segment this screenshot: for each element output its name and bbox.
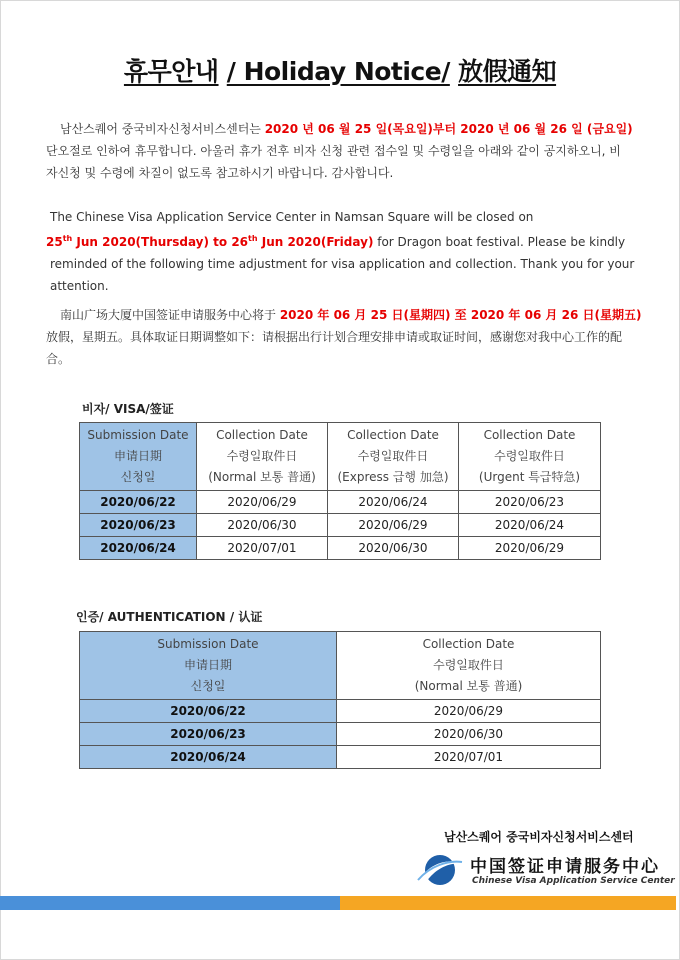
footer-bar-orange <box>340 896 676 910</box>
title-korean: 휴무안내 <box>123 57 219 86</box>
title-chinese: 放假通知 <box>458 57 557 86</box>
signature: 남산스퀘어 중국비자신청서비스센터 <box>444 830 634 844</box>
visa-table <box>79 422 601 560</box>
visa-section-title: 비자/ VISA/签证 <box>82 402 174 416</box>
korean-notice-text: 남산스퀘어 중국비자신청서비스센터는 <box>60 122 265 136</box>
auth-table-header <box>80 632 601 700</box>
visa-header-normal: Collection Date 수령일取件日 (Normal 보통 普通) <box>197 423 328 491</box>
center-logo <box>416 848 675 894</box>
auth-collection-date: 2020/07/01 <box>337 746 601 769</box>
globe-swoosh-icon <box>416 848 464 892</box>
auth-collection-date: 2020/06/30 <box>337 723 601 746</box>
footer-bar-blue <box>0 896 340 910</box>
table-row <box>80 700 601 723</box>
korean-notice-dates: 2020 년 06 월 25 일(목요일)부터 2020 년 06 월 26 일 (금요일) <box>264 122 633 136</box>
visa-table-header <box>80 423 601 491</box>
visa-header-express: Collection Date 수령일取件日 (Express 급행 加急) <box>328 423 459 491</box>
visa-header-submission: Submission Date 申请日期 신청일 <box>80 423 197 491</box>
page-title <box>0 52 680 88</box>
auth-collection-date: 2020/06/29 <box>337 700 601 723</box>
chinese-notice-text: 南山广场大厦中国签证申请服务中心将于 <box>60 308 280 322</box>
english-notice <box>46 206 650 297</box>
visa-urgent-date: 2020/06/23 <box>459 491 601 514</box>
auth-table <box>79 631 601 769</box>
korean-notice-text-2: 단오절로 인하여 휴무합니다. 아울러 휴가 전후 비자 신청 관련 접수일 및 수령일을 아래와 같이 공지하오니, 비자신청 및 수령에 차질이 없도록 참고하시기 바랍니다. 감사합니다. <box>46 144 621 180</box>
english-notice-text: The Chinese Visa Application Service Center in Namsan Square will be closed on <box>50 210 534 224</box>
table-row <box>80 746 601 769</box>
visa-normal-date: 2020/07/01 <box>197 537 328 560</box>
visa-express-date: 2020/06/29 <box>328 514 459 537</box>
visa-submission-date: 2020/06/24 <box>80 537 197 560</box>
auth-submission-date: 2020/06/24 <box>80 746 337 769</box>
table-row <box>80 514 601 537</box>
visa-submission-date: 2020/06/23 <box>80 514 197 537</box>
chinese-notice <box>46 304 646 370</box>
table-row <box>80 537 601 560</box>
visa-urgent-date: 2020/06/24 <box>459 514 601 537</box>
auth-header-submission: Submission Date 申请日期 신청일 <box>80 632 337 700</box>
visa-express-date: 2020/06/24 <box>328 491 459 514</box>
chinese-notice-text-2: 放假，星期五。具体取证日期调整如下：请根据出行计划合理安排申请或取证时间，感谢您对我中心工作的配合。 <box>46 330 623 366</box>
visa-normal-date: 2020/06/30 <box>197 514 328 537</box>
table-row <box>80 491 601 514</box>
korean-notice <box>46 118 646 184</box>
english-notice-dates: 25th Jun 2020(Thursday) to 26th Jun 2020(Friday) <box>46 234 374 249</box>
english-notice-text-2: for Dragon boat festival. Please be kindly reminded of the following time adjustment for visa application and collection. Thank you for your attention. <box>50 235 635 293</box>
auth-submission-date: 2020/06/23 <box>80 723 337 746</box>
chinese-notice-dates: 2020 年 06 月 25 日(星期四) 至 2020 年 06 月 26 日(星期五) <box>279 308 642 322</box>
visa-submission-date: 2020/06/22 <box>80 491 197 514</box>
auth-submission-date: 2020/06/22 <box>80 700 337 723</box>
auth-header-normal: Collection Date 수령일取件日 (Normal 보통 普通) <box>337 632 601 700</box>
visa-urgent-date: 2020/06/29 <box>459 537 601 560</box>
visa-express-date: 2020/06/30 <box>328 537 459 560</box>
logo-english-name: Chinese Visa Application Service Center <box>472 876 675 886</box>
visa-normal-date: 2020/06/29 <box>197 491 328 514</box>
logo-chinese-name: 中国签证申请服务中心 <box>470 857 660 877</box>
table-row <box>80 723 601 746</box>
visa-header-urgent: Collection Date 수령일取件日 (Urgent 특급特急) <box>459 423 601 491</box>
title-english: / Holiday Notice/ <box>226 57 450 86</box>
auth-section-title: 인증/ AUTHENTICATION / 认证 <box>76 610 263 624</box>
